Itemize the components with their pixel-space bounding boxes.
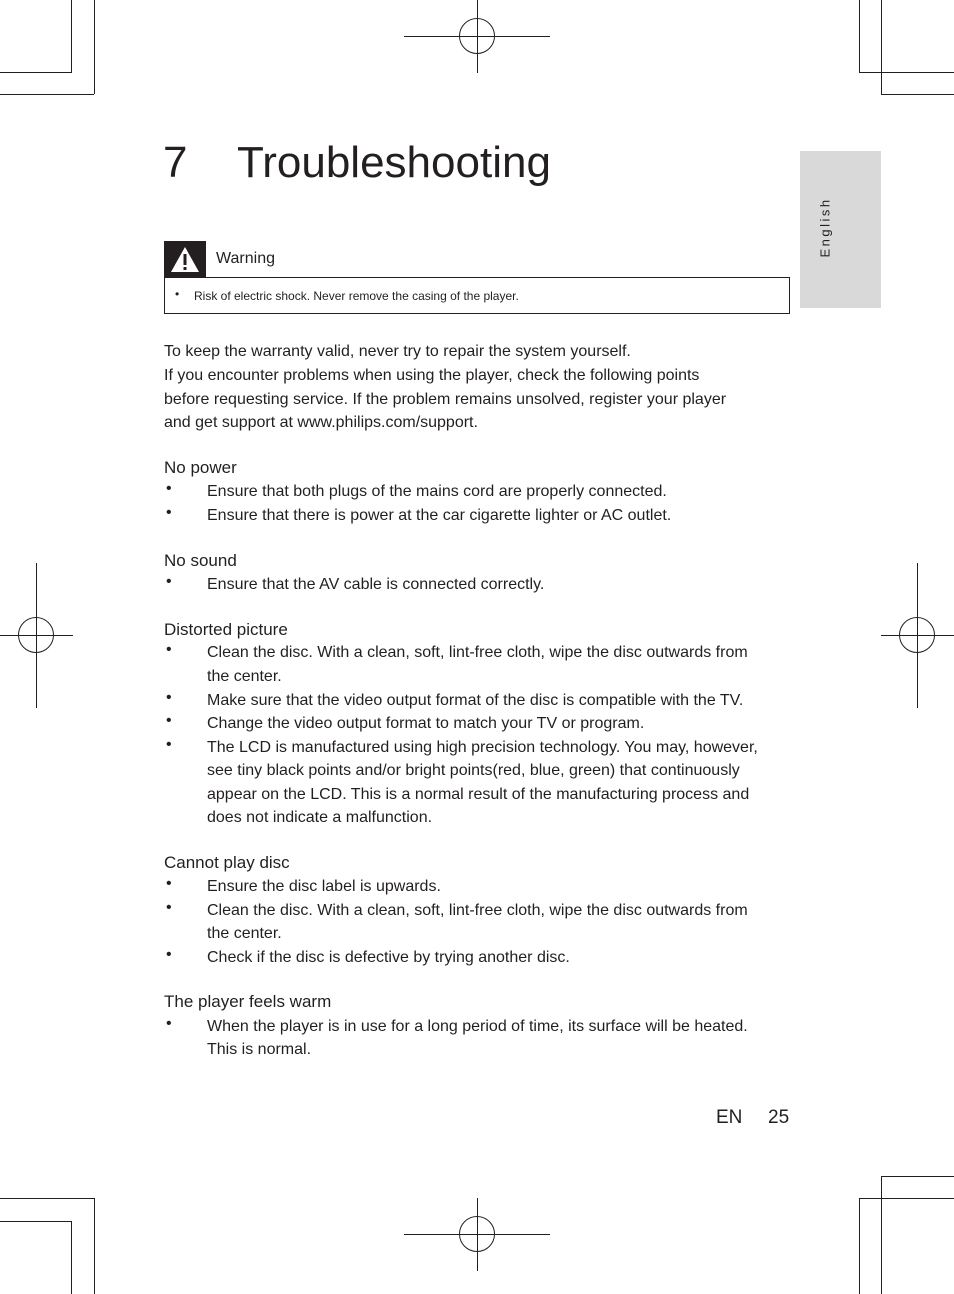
- bullet-icon: •: [175, 287, 180, 301]
- bullet-icon: •: [166, 573, 172, 590]
- bullet-icon: •: [166, 736, 172, 753]
- list-item-line: The LCD is manufactured using high precision technology. You may, however,: [207, 739, 758, 756]
- section-heading: Cannot play disc: [164, 853, 290, 872]
- list-item-line: appear on the LCD. This is a normal result of the manufacturing process and: [207, 786, 750, 803]
- footer-language: EN: [716, 1107, 743, 1128]
- intro-line-4: and get support at www.philips.com/support.: [164, 414, 478, 431]
- list-item: Ensure the disc label is upwards.: [207, 878, 441, 895]
- bullet-icon: •: [166, 504, 172, 521]
- section-heading: No power: [164, 458, 237, 477]
- page-title: Troubleshooting: [237, 138, 551, 187]
- intro-line-1: To keep the warranty valid, never try to repair the system yourself.: [164, 343, 631, 360]
- list-item: Make sure that the video output format of the disc is compatible with the TV.: [207, 692, 744, 709]
- section-heading: Distorted picture: [164, 620, 288, 639]
- list-item-line: does not indicate a malfunction.: [207, 809, 433, 826]
- language-tab: [800, 151, 881, 308]
- section-heading: The player feels warm: [164, 992, 332, 1011]
- list-item-line: the center.: [207, 668, 282, 685]
- bullet-icon: •: [166, 875, 172, 892]
- warning-icon: [164, 241, 206, 277]
- list-item-line: Clean the disc. With a clean, soft, lint-free cloth, wipe the disc outwards from: [207, 902, 748, 919]
- bullet-icon: •: [166, 946, 172, 963]
- list-item: Change the video output format to match your TV or program.: [207, 715, 645, 732]
- warning-header: [164, 241, 790, 277]
- intro-line-2: If you encounter problems when using the player, check the following points: [164, 367, 700, 384]
- list-item: Ensure that both plugs of the mains cord are properly connected.: [207, 483, 667, 500]
- list-item-line: This is normal.: [207, 1041, 312, 1058]
- bullet-icon: •: [166, 712, 172, 729]
- list-item-line: Clean the disc. With a clean, soft, lint-free cloth, wipe the disc outwards from: [207, 644, 748, 661]
- list-item-line: When the player is in use for a long period of time, its surface will be heated.: [207, 1018, 748, 1035]
- list-item-line: see tiny black points and/or bright points(red, blue, green) that continuously: [207, 762, 740, 779]
- warning-box: [164, 277, 790, 314]
- bullet-icon: •: [166, 480, 172, 497]
- list-item: Check if the disc is defective by trying another disc.: [207, 949, 570, 966]
- warning-label: Warning: [216, 250, 275, 267]
- list-item: Ensure that the AV cable is connected correctly.: [207, 576, 545, 593]
- section-heading: No sound: [164, 551, 237, 570]
- list-item: Ensure that there is power at the car cigarette lighter or AC outlet.: [207, 507, 672, 524]
- bullet-icon: •: [166, 1015, 172, 1032]
- list-item-line: the center.: [207, 925, 282, 942]
- chapter-number: 7: [163, 138, 188, 187]
- page-number: 25: [768, 1107, 790, 1128]
- bullet-icon: •: [166, 689, 172, 706]
- intro-line-3: before requesting service. If the problem remains unsolved, register your player: [164, 391, 727, 408]
- bullet-icon: •: [166, 641, 172, 658]
- warning-text: Risk of electric shock. Never remove the casing of the player.: [194, 289, 519, 303]
- bullet-icon: •: [166, 899, 172, 916]
